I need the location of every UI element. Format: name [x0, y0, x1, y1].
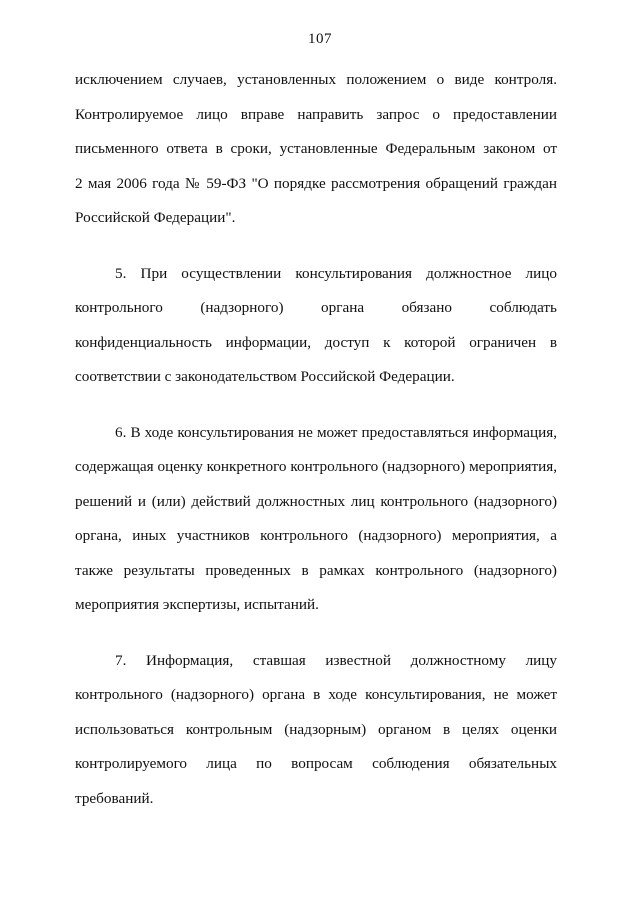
- text-line: решений и (или) действий должностных лиц контрольного (надзорного): [75, 492, 557, 510]
- text-line: контрольного (надзорного) органа в ходе консультирования, не может: [75, 686, 557, 703]
- text-line: Контролируемое лицо вправе направить запрос о предоставлении: [75, 105, 557, 123]
- text-line: использоваться контрольным (надзорным) органом в целях оценки: [75, 720, 557, 738]
- text-line: 6. В ходе консультирования не может предоставляться информация,: [115, 423, 557, 441]
- paragraph-item-5: [75, 262, 557, 400]
- text-line: содержащая оценку конкретного контрольного (надзорного) мероприятия,: [75, 458, 557, 475]
- text-line: также результаты проведенных в рамках контрольного (надзорного): [75, 561, 557, 579]
- text-line: требований.: [75, 789, 154, 807]
- text-line: письменного ответа в сроки, установленные Федеральным законом от: [75, 140, 557, 157]
- text-line: конфиденциальность информации, доступ к которой ограничен в: [75, 333, 557, 351]
- text-line: органа, иных участников контрольного (надзорного) мероприятия, а: [75, 527, 557, 544]
- document-body: [75, 68, 557, 821]
- text-line: Российской Федерации".: [75, 209, 236, 226]
- text-line: 7. Информация, ставшая известной должностному лицу: [115, 651, 557, 669]
- paragraph-item-6: [75, 421, 557, 628]
- text-line: контролируемого лица по вопросам соблюдения обязательных: [75, 755, 557, 772]
- paragraph-continuation: [75, 68, 557, 241]
- text-line: контрольного (надзорного) органа обязано соблюдать: [75, 299, 557, 316]
- text-line: исключением случаев, установленных положением о виде контроля.: [75, 71, 557, 88]
- page-number: 107: [308, 31, 332, 47]
- paragraph-item-7: [75, 649, 557, 822]
- text-line: соответствии с законодательством Российской Федерации.: [75, 368, 455, 385]
- text-line: 2 мая 2006 года № 59-ФЗ "О порядке рассмотрения обращений граждан: [75, 174, 557, 192]
- text-line: мероприятия экспертизы, испытаний.: [75, 596, 319, 613]
- text-line: 5. При осуществлении консультирования должностное лицо: [115, 264, 557, 282]
